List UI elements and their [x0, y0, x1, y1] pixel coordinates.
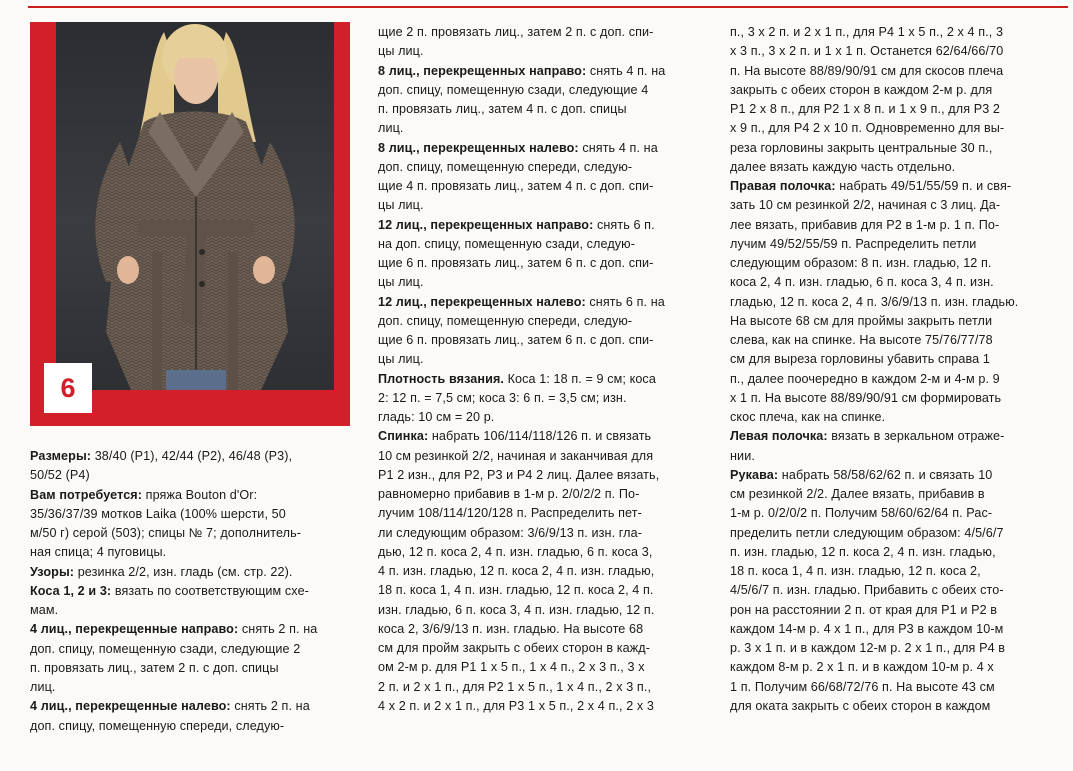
line-text: снять 6 п.: [593, 217, 655, 232]
section-heading: 12 лиц., перекрещенных направо:: [378, 217, 594, 232]
line-text: 2: 12 п. = 7,5 см; коса 3: 6 п. = 3,5 см; изн.: [378, 390, 627, 405]
text-line: [378, 350, 703, 369]
text-line: [730, 273, 1060, 292]
line-text: доп. спицу, помещенную сзади, следующие 4: [378, 82, 649, 97]
text-line: [730, 389, 1060, 408]
line-text: дью, 12 п. коса 2, 4 п. изн. гладью, 6 п. коса 3,: [378, 544, 653, 559]
line-text: набрать 49/51/55/59 п. и свя-: [835, 179, 1012, 193]
line-text: вязать в зеркальном отраже-: [827, 429, 1005, 444]
text-line: [30, 659, 350, 678]
line-text: 38/40 (P1), 42/44 (P2), 46/48 (P3),: [91, 449, 293, 463]
section-heading: Коса 1, 2 и 3:: [30, 583, 112, 598]
top-rule: [28, 6, 1068, 8]
text-line: [730, 235, 1060, 254]
line-text: щие 2 п. провязать лиц., затем 2 п. с доп. спи-: [378, 25, 654, 39]
text-line: [378, 216, 703, 235]
column-3: [730, 23, 1060, 716]
text-line: [730, 370, 1060, 389]
text-line: [30, 466, 350, 485]
text-line: [378, 312, 703, 331]
line-text: каждом 8-м р. 2 х 1 п. и в каждом 10-м р. 4 х: [730, 660, 994, 675]
line-text: Коса 1: 18 п. = 9 см; коса: [504, 371, 656, 386]
text-line: [730, 620, 1060, 639]
line-text: резинка 2/2, изн. гладь (см. стр. 22).: [74, 564, 293, 579]
section-heading: 4 лиц., перекрещенные налево:: [30, 699, 231, 714]
section-heading: Плотность вязания.: [378, 371, 504, 386]
text-line: [30, 543, 350, 562]
text-line: [730, 81, 1060, 100]
text-line: [378, 23, 703, 42]
text-line: [730, 331, 1060, 350]
text-line: [378, 408, 703, 427]
line-text: см резинкой 2/2. Далее вязать, прибавив в: [730, 487, 985, 501]
text-line: [730, 312, 1060, 331]
line-text: х 1 п. На высоте 88/89/90/91 см формировать: [730, 390, 1002, 405]
line-text: далее вязать каждую часть отдельно.: [730, 159, 956, 174]
line-text: п. провязать лиц., затем 2 п. с доп. спицы: [30, 660, 279, 675]
text-line: [30, 486, 350, 505]
line-text: 18 п. коса 1, 4 п. изн. гладью, 12 п. коса 2,: [730, 564, 981, 578]
line-text: 1 п. Получим 66/68/72/76 п. На высоте 43 см: [730, 679, 995, 694]
section-heading: 8 лиц., перекрещенных направо:: [378, 63, 587, 78]
line-text: реза горловины закрыть центральные 30 п.,: [730, 140, 993, 155]
text-line: [378, 81, 703, 100]
line-text: следующим образом: 8 п. изн. гладью, 12 п.: [730, 256, 992, 270]
section-heading: 4 лиц., перекрещенные направо:: [30, 622, 239, 637]
text-line: [730, 581, 1060, 600]
text-line: [30, 582, 350, 601]
section-heading: Рукава:: [730, 467, 779, 482]
text-line: [378, 543, 703, 562]
text-line: [378, 581, 703, 600]
line-text: см для выреза горловины убавить справа 1: [730, 352, 990, 367]
text-line: [730, 408, 1060, 427]
text-line: [378, 254, 703, 273]
pattern-number: 6: [60, 372, 76, 403]
text-line: [378, 293, 703, 312]
line-text: вязать по соответствующим схе-: [111, 583, 309, 598]
text-line: [378, 62, 703, 81]
section-heading: Левая полочка:: [730, 429, 828, 444]
text-line: [378, 119, 703, 138]
section-heading: Спинка:: [378, 429, 429, 444]
section-heading: 8 лиц., перекрещенных налево:: [378, 140, 579, 155]
line-text: каждом 14-м р. 4 х 1 п., для P3 в каждом 10-м: [730, 621, 1004, 636]
line-text: х 3 п., 3 х 2 п. и 1 х 1 п. Останется 62/64/66/70: [730, 44, 1004, 59]
line-text: 50/52 (P4): [30, 468, 90, 483]
line-text: 35/36/37/39 мотков Laika (100% шерсти, 50: [30, 506, 286, 521]
line-text: нии.: [730, 448, 755, 463]
text-line: [730, 62, 1060, 81]
text-line: [378, 100, 703, 119]
text-line: [730, 447, 1060, 466]
line-text: п. На высоте 88/89/90/91 см для скосов плеча: [730, 63, 1004, 78]
section-heading: Правая полочка:: [730, 179, 836, 193]
text-line: [30, 447, 350, 466]
text-line: [730, 543, 1060, 562]
line-text: рон на расстоянии 2 п. от края для P1 и P2 в: [730, 602, 998, 617]
line-text: слева, как на спинке. На высоте 75/76/77/78: [730, 333, 993, 347]
model-photo: [56, 22, 334, 390]
text-line: [378, 389, 703, 408]
text-line: [378, 562, 703, 581]
line-text: лиц.: [378, 121, 404, 136]
line-text: скос плеча, как на спинке.: [730, 410, 886, 424]
section-heading: Узоры:: [30, 564, 75, 579]
line-text: п. провязать лиц., затем 4 п. с доп. спицы: [378, 102, 627, 116]
line-text: цы лиц.: [378, 275, 424, 290]
section-heading: Вам потребуется:: [30, 487, 143, 502]
text-line: [730, 119, 1060, 138]
text-line: [378, 504, 703, 523]
line-text: лее вязать, прибавив для P2 в 1-м р. 1 п. По-: [730, 217, 1000, 232]
line-text: п., 3 х 2 п. и 2 х 1 п., для P4 1 х 5 п., 2 х 4 п., 3: [730, 25, 1004, 39]
line-text: доп. спицу, помещенную спереди, следую-: [378, 313, 633, 328]
text-line: [378, 485, 703, 504]
line-text: доп. спицу, помещенную сзади, следующие 2: [30, 641, 301, 656]
text-line: [730, 42, 1060, 61]
line-text: На высоте 68 см для проймы закрыть петли: [730, 313, 993, 328]
line-text: см для пройм закрыть с обеих сторон в кажд-: [378, 641, 651, 655]
line-text: цы лиц.: [378, 44, 424, 59]
text-line: [378, 639, 703, 658]
text-line: [730, 601, 1060, 620]
text-line: [378, 177, 703, 196]
line-text: м/50 г) серой (503); спицы № 7; дополнитель-: [30, 526, 302, 540]
line-text: щие 6 п. провязать лиц., затем 6 п. с доп. спи-: [378, 256, 654, 270]
text-line: [730, 485, 1060, 504]
line-text: р. 3 х 1 п. и в каждом 12-м р. 2 х 1 п., для P4 в: [730, 641, 1006, 655]
text-line: [30, 601, 350, 620]
text-line: [730, 697, 1060, 716]
line-text: х 9 п., для P4 2 х 10 п. Одновременно для вы-: [730, 121, 1005, 136]
column-2: [378, 23, 703, 716]
line-text: цы лиц.: [378, 198, 424, 213]
text-line: [30, 717, 350, 736]
text-line: [730, 100, 1060, 119]
line-text: щие 4 п. провязать лиц., затем 4 п. с доп. спи-: [378, 179, 654, 193]
text-line: [730, 658, 1060, 677]
line-text: 2 п. и 2 х 1 п., для P2 1 х 5 п., 1 х 4 п., 2 х 3 п.,: [378, 679, 652, 694]
line-text: 18 п. коса 1, 4 п. изн. гладью, 12 п. коса 2, 4 п.: [378, 583, 654, 598]
text-line: [730, 562, 1060, 581]
text-line: [730, 427, 1060, 446]
line-text: изн. гладью, 6 п. коса 3, 4 п. изн. гладью, 12 п.: [378, 602, 655, 617]
text-line: [730, 216, 1060, 235]
line-text: гладь: 10 см = 20 р.: [378, 410, 495, 424]
text-line: [378, 524, 703, 543]
line-text: коса 2, 4 п. изн. гладью, 6 п. коса 3, 4 п. изн.: [730, 275, 994, 290]
text-line: [30, 640, 350, 659]
text-line: [378, 273, 703, 292]
text-line: [730, 466, 1060, 485]
line-text: снять 4 п. на: [578, 140, 658, 155]
line-text: ли следующим образом: 3/6/9/13 п. изн. гла-: [378, 525, 643, 540]
line-text: 4 п. изн. гладью, 12 п. коса 2, 4 п. изн. гладью,: [378, 564, 655, 578]
pattern-number-badge: [44, 363, 92, 413]
text-line: [378, 697, 703, 716]
line-text: пряжа Bouton d'Or:: [142, 487, 258, 502]
text-line: [30, 620, 350, 639]
text-line: [30, 697, 350, 716]
text-line: [730, 639, 1060, 658]
line-text: снять 4 п. на: [586, 63, 666, 78]
line-text: на доп. спицу, помещенную сзади, следую-: [378, 236, 635, 251]
text-line: [378, 42, 703, 61]
line-text: коса 2, 3/6/9/13 п. изн. гладью. На высоте 68: [378, 621, 644, 636]
text-line: [730, 158, 1060, 177]
line-text: лучим 49/52/55/59 п. Распределить петли: [730, 236, 977, 251]
line-text: для оката закрыть с обеих сторон в каждом: [730, 698, 991, 713]
text-line: [30, 563, 350, 582]
line-text: снять 2 п. на: [238, 622, 318, 637]
text-line: [378, 331, 703, 350]
section-heading: Размеры:: [30, 449, 92, 463]
line-text: лучим 108/114/120/128 п. Распределить пет-: [378, 506, 642, 521]
line-text: 4 х 2 п. и 2 х 1 п., для P3 1 х 5 п., 2 х 4 п., 2 х 3: [378, 698, 655, 713]
line-text: ом 2-м р. для P1 1 х 5 п., 1 х 4 п., 2 х 3 п., 3 х: [378, 660, 645, 675]
text-line: [378, 466, 703, 485]
line-text: снять 2 п. на: [230, 699, 310, 714]
text-line: [378, 427, 703, 446]
section-heading: 12 лиц., перекрещенных налево:: [378, 294, 586, 309]
text-line: [30, 524, 350, 543]
text-line: [378, 620, 703, 639]
line-text: 1-м р. 0/2/0/2 п. Получим 58/60/62/64 п. Рас-: [730, 506, 993, 521]
text-line: [378, 678, 703, 697]
line-text: P1 2 х 8 п., для P2 1 х 8 п. и 1 х 9 п., для P3 2: [730, 102, 1001, 116]
text-line: [378, 447, 703, 466]
text-line: [30, 678, 350, 697]
line-text: равномерно прибавив в 1-м р. 2/0/2/2 п. По-: [378, 487, 640, 501]
line-text: набрать 106/114/118/126 п. и связать: [428, 429, 652, 444]
line-text: мам.: [30, 603, 59, 617]
line-text: ная спица; 4 пуговицы.: [30, 545, 167, 560]
line-text: закрыть с обеих сторон в каждом 2-м р. для: [730, 82, 993, 97]
text-line: [378, 196, 703, 215]
text-line: [730, 254, 1060, 273]
line-text: 4/5/6/7 п. изн. гладью. Прибавить с обеих сто-: [730, 583, 1004, 598]
line-text: п., далее поочередно в каждом 2-м и 4-м р. 9: [730, 371, 1000, 386]
line-text: снять 6 п. на: [585, 294, 665, 309]
line-text: лиц.: [30, 680, 56, 694]
line-text: п. изн. гладью, 12 п. коса 2, 4 п. изн. гладью,: [730, 544, 996, 559]
column-1: [30, 447, 350, 736]
line-text: P1 2 изн., для P2, P3 и P4 2 лиц. Далее вязать,: [378, 467, 660, 482]
text-line: [378, 235, 703, 254]
line-text: гладью, 12 п. коса 2, 4 п. 3/6/9/13 п. изн. гладью.: [730, 294, 1019, 309]
text-line: [730, 196, 1060, 215]
text-line: [730, 139, 1060, 158]
line-text: зать 10 см резинкой 2/2, начиная с 3 лиц. Да-: [730, 198, 1001, 213]
text-line: [378, 158, 703, 177]
text-line: [378, 370, 703, 389]
text-line: [378, 139, 703, 158]
line-text: пределить петли следующим образом: 4/5/6/7: [730, 525, 1004, 540]
text-line: [378, 601, 703, 620]
line-text: щие 6 п. провязать лиц., затем 6 п. с доп. спи-: [378, 333, 654, 347]
text-line: [730, 293, 1060, 312]
model-illustration: [56, 22, 334, 390]
line-text: доп. спицу, помещенную спереди, следую-: [30, 718, 285, 733]
text-line: [730, 23, 1060, 42]
line-text: набрать 58/58/62/62 п. и связать 10: [778, 467, 993, 482]
text-line: [730, 177, 1060, 196]
text-line: [30, 505, 350, 524]
text-line: [730, 504, 1060, 523]
text-line: [730, 524, 1060, 543]
text-line: [730, 678, 1060, 697]
line-text: 10 см резинкой 2/2, начиная и заканчивая для: [378, 448, 654, 463]
line-text: цы лиц.: [378, 352, 424, 367]
text-line: [378, 658, 703, 677]
text-line: [730, 350, 1060, 369]
line-text: доп. спицу, помещенную спереди, следую-: [378, 159, 633, 174]
